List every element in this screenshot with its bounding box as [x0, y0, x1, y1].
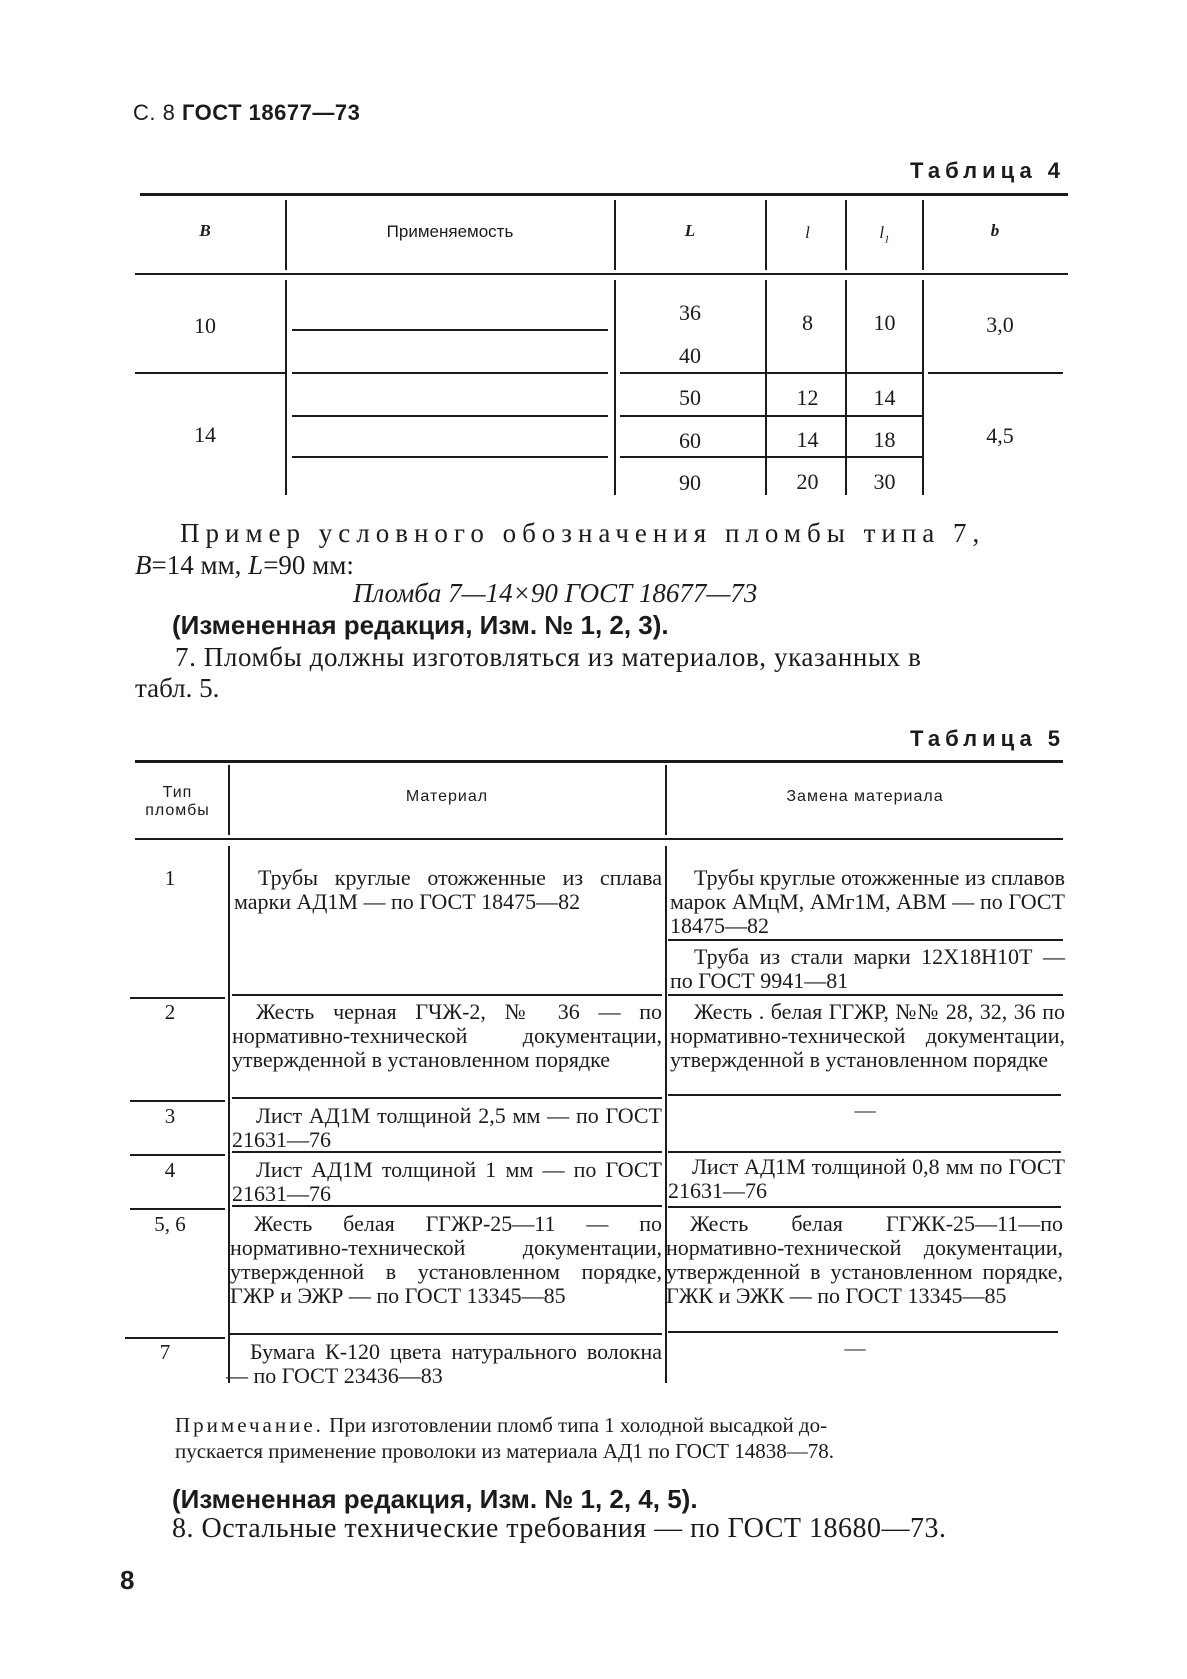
t5-r5-material: Жесть белая ГГЖР-25—11 — по нормативно-технической документации, утвержденной в установленном порядке, ГЖР и ЭЖР — по ГОСТ 13345—85: [230, 1211, 662, 1308]
t4-r2-l2: 14: [796, 427, 819, 452]
t5-r3-replacement: —: [854, 1098, 876, 1122]
t5-r3-type: 3: [164, 1104, 176, 1128]
doc-title: ГОСТ 18677—73: [181, 100, 361, 125]
t4-r2-l3: 20: [796, 469, 819, 494]
para7-line1: 7. Пломбы должны изготовляться из материалов, указанных в: [175, 642, 922, 672]
page-header: [133, 100, 360, 126]
t4-header-b: b: [990, 221, 1000, 240]
t5-header-material: Материал: [405, 788, 489, 805]
table4-caption: Таблица 4: [910, 158, 1066, 183]
t4-r1-B: 10: [194, 313, 216, 338]
t5-r6-replacement: —: [844, 1336, 866, 1360]
t5-r5-type: 5, 6: [154, 1212, 186, 1236]
t4-header-L: L: [684, 221, 696, 240]
t4-r1-L1: 36: [679, 300, 701, 325]
table5-caption: Таблица 5: [910, 726, 1066, 751]
t5-r5-replacement: Жесть белая ГГЖК-25—11—по нормативно-технической документации, утвержденной в установленном порядке, ГЖК и ЭЖК — по ГОСТ 13345—85: [666, 1211, 1063, 1308]
revision-2: (Измененная редакция, Изм. № 1, 2, 4, 5).: [172, 1484, 698, 1514]
t5-r1-material: Трубы круглые отожженные из сплава марки АД1М — по ГОСТ 18475—82: [234, 865, 662, 914]
t5-r6-type: 7: [159, 1340, 171, 1364]
t4-r2-b: 4,5: [986, 423, 1014, 448]
t4-r2-l1: 12: [796, 385, 819, 410]
t5-header-replacement: Замена материала: [786, 788, 944, 805]
t4-header-B: B: [199, 221, 211, 240]
t4-r2-L2: 60: [679, 428, 701, 453]
t5-r4-replacement: Лист АД1М толщиной 0,8 мм по ГОСТ 21631—76: [668, 1154, 1065, 1203]
t4-r2-l1c: 30: [873, 469, 896, 494]
t5-r1-replacement-a: Трубы круглые отожженные из сплавов марок АМцМ, АМг1М, АВМ — по ГОСТ 18475—82: [670, 865, 1065, 938]
t4-r2-L1: 50: [679, 385, 701, 410]
t5-r4-type: 4: [164, 1158, 176, 1182]
t4-r2-L3: 90: [679, 470, 701, 495]
t4-header-l1: $l_1$: [879, 223, 890, 246]
t5-r6-material: Бумага К-120 цвета натурального волокна — по ГОСТ 23436—83: [226, 1339, 662, 1388]
t5-r1-replacement-b: Труба из стали марки 12Х18Н10Т — по ГОСТ 9941—81: [670, 944, 1065, 993]
t4-r2-l1b: 18: [873, 427, 896, 452]
t4-r1-L2: 40: [679, 343, 701, 368]
note-line2: пускается применение проволоки из материала АД1 по ГОСТ 14838—78.: [175, 1439, 834, 1463]
t5-r3-material: Лист АД1М толщиной 2,5 мм — по ГОСТ 21631—76: [232, 1103, 662, 1152]
t5-r2-replacement: Жесть . белая ГГЖР, №№ 28, 32, 36 по нормативно-технической документации, утвержденной в установленном порядке: [670, 999, 1065, 1072]
t4-r2-l1a: 14: [873, 385, 896, 410]
t5-r4-material: Лист АД1М толщиной 1 мм — по ГОСТ 21631—76: [232, 1157, 662, 1206]
t5-header-type: Тип пломбы: [145, 784, 210, 819]
t4-r1-l: 8: [802, 310, 813, 335]
example-designation: Пломба 7—14×90 ГОСТ 18677—73: [353, 578, 758, 608]
t4-r1-b: 3,0: [986, 312, 1014, 337]
example-line1: Пример условного обозначения пломбы типа 7,: [180, 518, 986, 548]
page-prefix: С. 8: [133, 100, 176, 125]
para8: 8. Остальные технические требования — по ГОСТ 18680—73.: [172, 1513, 947, 1544]
t4-header-l: l: [805, 223, 810, 242]
note-label: Примечание.: [175, 1413, 324, 1437]
t5-r2-type: 2: [164, 1000, 176, 1024]
t5-r1-type: 1: [164, 866, 176, 890]
revision-1: (Измененная редакция, Изм. № 1, 2, 3).: [172, 610, 669, 640]
para7-line2: табл. 5.: [135, 673, 220, 703]
t4-r1-l1: 10: [873, 310, 896, 335]
t4-r2-B: 14: [194, 422, 216, 447]
example-line2: B=14 мм, L=90 мм:: [135, 550, 354, 580]
t5-r2-material: Жесть черная ГЧЖ-2, № 36 — по нормативно-технической документации, утвержденной в установленном порядке: [232, 999, 662, 1072]
page-number: 8: [120, 1565, 135, 1595]
note-line1: Примечание. При изготовлении пломб типа 1 холодной высадкой до-: [175, 1413, 828, 1437]
t4-header-applicability: Применяемость: [386, 222, 514, 241]
